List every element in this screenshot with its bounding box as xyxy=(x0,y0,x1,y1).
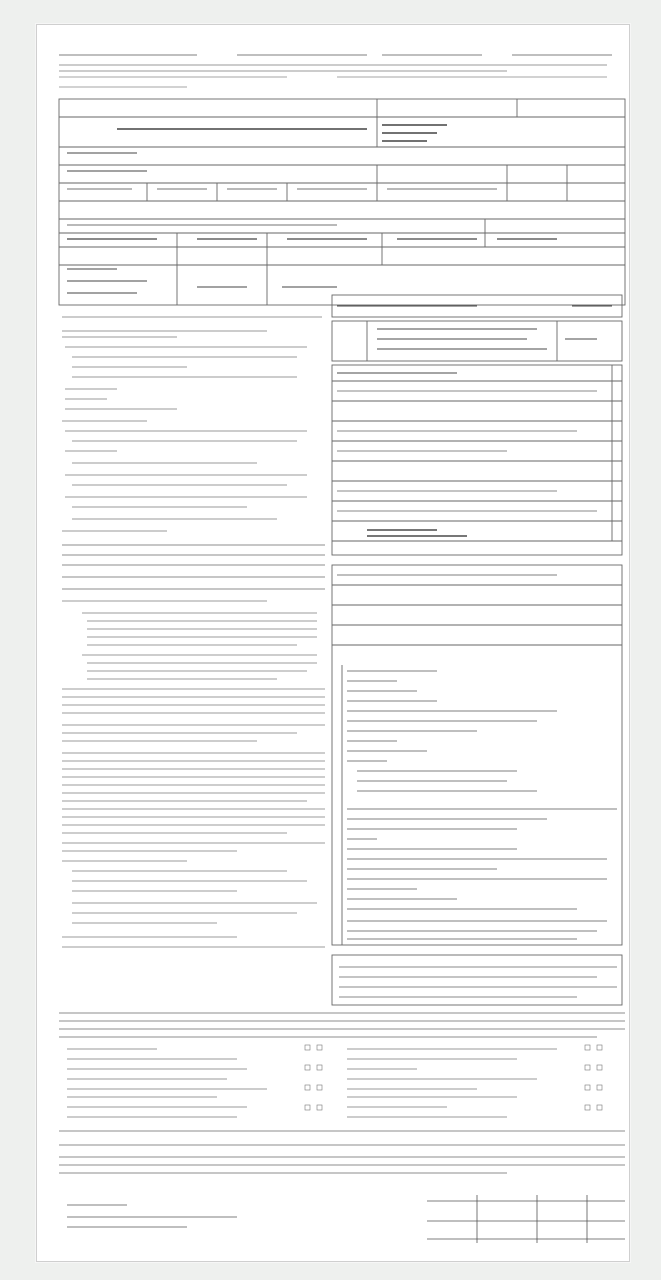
numbered-list-rows xyxy=(337,575,617,939)
left-column-rules xyxy=(62,545,325,589)
signature-box-right xyxy=(332,955,622,1005)
right-column-section-upper xyxy=(332,295,622,555)
applicant-info-grid xyxy=(59,99,625,305)
yes-no-question-list xyxy=(67,1049,557,1117)
form-header xyxy=(59,55,612,87)
header-field-marks xyxy=(67,125,557,293)
footer-rules xyxy=(59,1131,625,1173)
right-column-section-lower xyxy=(332,565,622,945)
left-column-paragraphs xyxy=(62,601,325,947)
left-column-text xyxy=(62,317,322,531)
wide-disclaimer xyxy=(59,1013,625,1037)
checkbox-columns xyxy=(305,1045,602,1110)
form-drawing xyxy=(37,25,629,1261)
scanned-form-page xyxy=(36,24,630,1262)
footer-signature-block xyxy=(67,1195,625,1243)
